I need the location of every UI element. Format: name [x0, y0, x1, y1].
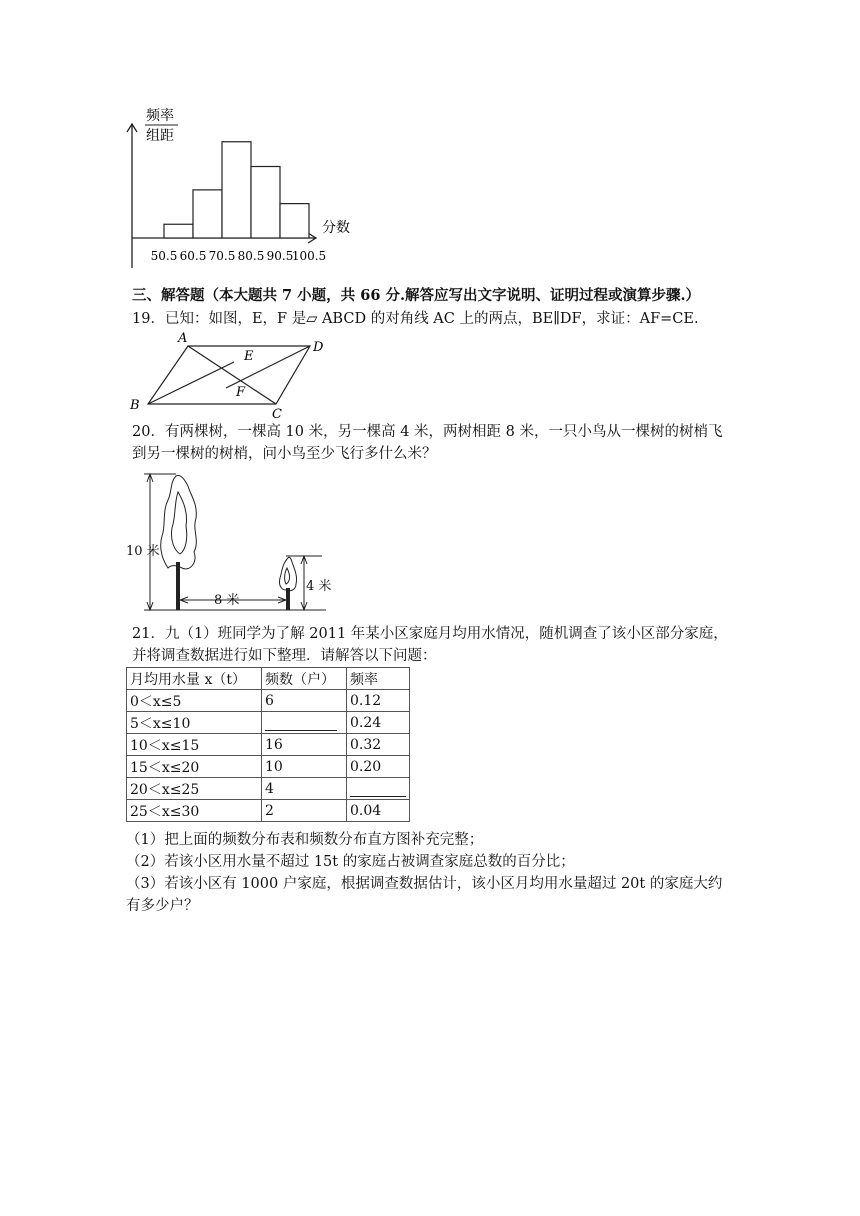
- x-tick-label: 70.5: [208, 249, 236, 263]
- header-count: 频数（户）: [262, 668, 347, 690]
- question-19-text: 19．已知：如图，E，F 是▱ ABCD 的对角线 AC 上的两点，BE∥DF，求证：AF=CE.: [132, 311, 699, 327]
- diagonal-ac: [188, 346, 276, 404]
- histogram-bar: [222, 142, 251, 238]
- x-tick-label: 50.5: [150, 249, 178, 263]
- x-tick-label: 100.5: [291, 249, 327, 263]
- cell-range: 10＜x≤15: [127, 734, 262, 756]
- x-tick-label: 90.5: [266, 249, 294, 263]
- table-row: [127, 778, 410, 800]
- label-e: E: [244, 349, 254, 364]
- histogram-bar: [193, 190, 222, 238]
- label-b: B: [130, 398, 140, 413]
- cell-range: 20＜x≤25: [127, 778, 262, 800]
- question-21-sub-1: （1）把上面的频数分布表和频数分布直方图补充完整；: [126, 832, 484, 848]
- table-row: [127, 712, 410, 734]
- big-tree-crown: [161, 475, 197, 568]
- cell-range: 25＜x≤30: [127, 800, 262, 822]
- cell-count-blank: [262, 712, 347, 734]
- question-21-line-2: 并将调查数据进行如下整理．请解答以下问题：: [132, 648, 437, 664]
- cell-count: 16: [262, 734, 347, 756]
- question-21-sub-2: （2）若该小区用水量不超过 15t 的家庭占被调查家庭总数的百分比；: [126, 854, 575, 870]
- header-water-usage: 月均用水量 x（t）: [127, 668, 262, 690]
- label-c: C: [272, 407, 282, 420]
- cell-frequency: 0.12: [347, 690, 410, 712]
- parallelogram-abcd: [148, 346, 310, 404]
- label-8m: 8 米: [214, 593, 240, 608]
- small-tree-crown-inner: [285, 568, 290, 584]
- frequency-table: [126, 667, 410, 822]
- x-tick-label: 60.5: [179, 249, 207, 263]
- cell-range: 15＜x≤20: [127, 756, 262, 778]
- table-row: [127, 800, 410, 822]
- answer-blank[interactable]: [350, 782, 406, 797]
- label-a: A: [178, 331, 188, 346]
- cell-range: 5＜x≤10: [127, 712, 262, 734]
- cell-range: 0＜x≤5: [127, 690, 262, 712]
- x-tick-label: 80.5: [237, 249, 265, 263]
- x-label: 分数: [322, 220, 350, 236]
- label-d: D: [313, 340, 324, 355]
- label-f: F: [236, 385, 246, 400]
- big-tree-crown-inner: [171, 492, 186, 554]
- label-10m: 10 米: [126, 544, 160, 559]
- segment-be: [148, 362, 234, 404]
- cell-count: 4: [262, 778, 347, 800]
- cell-count: 6: [262, 690, 347, 712]
- histogram-bar: [251, 167, 280, 239]
- histogram-bar: [164, 224, 193, 238]
- y-label-bottom: 组距: [146, 128, 174, 144]
- cell-count: 10: [262, 756, 347, 778]
- section-heading: 三、解答题（本大题共 7 小题，共 66 分.解答应写出文字说明、证明过程或演算步骤.）: [132, 287, 701, 304]
- table-row: [127, 734, 410, 756]
- frequency-histogram: [120, 98, 360, 268]
- two-trees-figure: [126, 470, 336, 615]
- question-20-line-1: 20．有两棵树，一棵高 10 米，另一棵高 4 米，两树相距 8 米，一只小鸟从一棵树的树梢飞: [132, 424, 723, 440]
- question-21-sub-3-line-1: （3）若该小区有 1000 户家庭，根据调查数据估计，该小区月均用水量超过 20t 的家庭大约: [126, 876, 723, 892]
- cell-frequency: 0.20: [347, 756, 410, 778]
- cell-frequency: 0.24: [347, 712, 410, 734]
- question-21-sub-3-line-2: 有多少户？: [126, 898, 199, 914]
- cell-frequency: 0.32: [347, 734, 410, 756]
- table-row: [127, 756, 410, 778]
- cell-frequency: 0.04: [347, 800, 410, 822]
- answer-blank[interactable]: [265, 716, 337, 731]
- header-frequency: 频率: [347, 668, 410, 690]
- table-row: [127, 690, 410, 712]
- table-header-row: [127, 668, 410, 690]
- small-tree-crown: [279, 557, 296, 591]
- histogram-bar: [280, 204, 309, 238]
- cell-frequency-blank: [347, 778, 410, 800]
- parallelogram-figure: [126, 330, 336, 420]
- y-label-top: 频率: [146, 108, 174, 124]
- label-4m: 4 米: [306, 579, 332, 594]
- question-21-line-1: 21．九（1）班同学为了解 2011 年某小区家庭月均用水情况，随机调查了该小区部分家庭，: [132, 626, 728, 642]
- question-20-line-2: 到另一棵树的树梢，问小鸟至少飞行多什么米？: [132, 446, 437, 462]
- cell-count: 2: [262, 800, 347, 822]
